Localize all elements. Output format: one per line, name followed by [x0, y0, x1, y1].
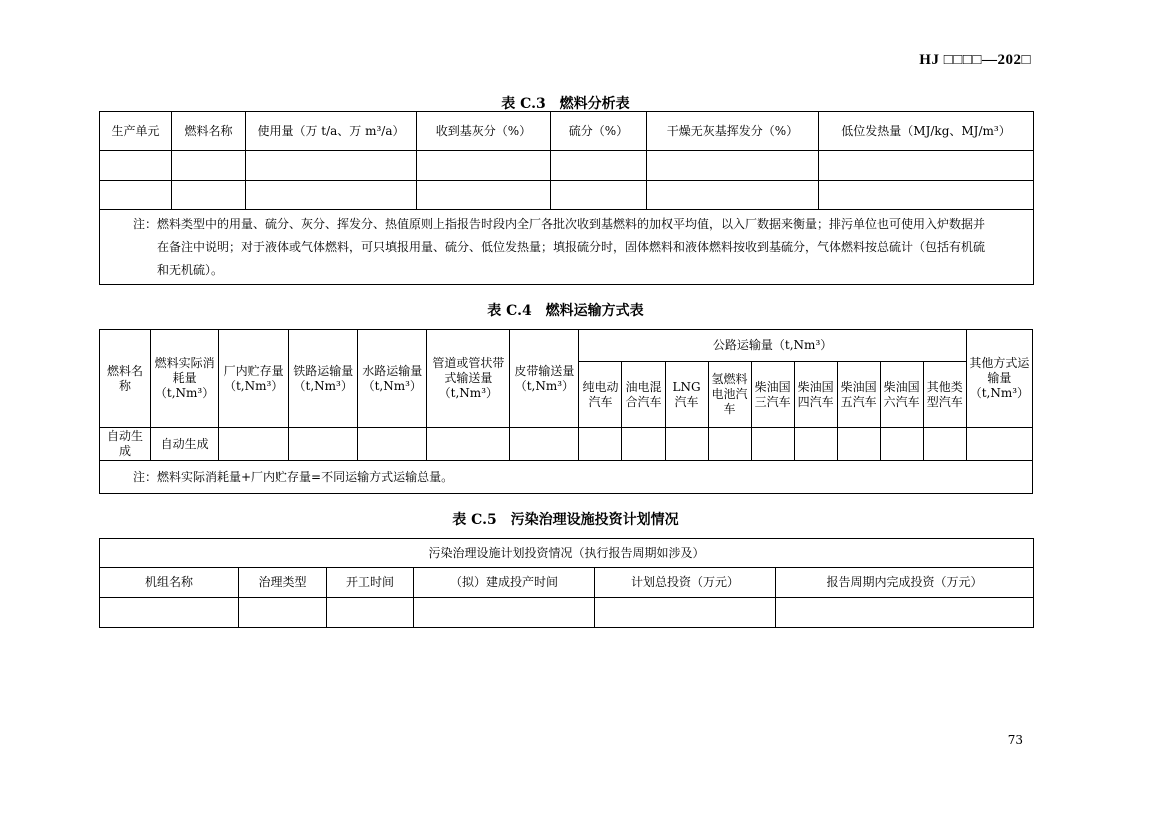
c3-header-sulfur: 硫分（%） — [551, 112, 647, 151]
c5-group-header: 污染治理设施计划投资情况（执行报告周期如涉及） — [100, 539, 1034, 568]
c4-unit-label: （t,Nm³） — [969, 386, 1030, 400]
c4-cell[interactable] — [510, 428, 579, 461]
c4-road-lng: LNG汽车 — [665, 362, 708, 428]
page-number: 73 — [1007, 733, 1023, 747]
c3-cell[interactable] — [819, 181, 1034, 210]
c5-cell[interactable] — [776, 598, 1034, 628]
c4-row-actual: 自动生成 — [151, 428, 219, 461]
c4-unit-label: （t,Nm³） — [438, 386, 498, 400]
c3-cell[interactable] — [172, 151, 246, 181]
c3-cell[interactable] — [819, 151, 1034, 181]
c4-unit-label: （t,Nm³） — [362, 378, 422, 393]
table-c4 — [99, 329, 1033, 494]
c4-pipe-label: 管道或管状带式输送量 — [432, 356, 505, 385]
table-c5-caption: 表 C.5 污染治理设施投资计划情况 — [452, 512, 679, 528]
c4-header-fuel-name: 燃料名称 — [100, 330, 151, 428]
c4-cell[interactable] — [289, 428, 358, 461]
c4-road-hybrid: 油电混合汽车 — [622, 362, 665, 428]
c4-note: 注：燃料实际消耗量+厂内贮存量=不同运输方式运输总量。 — [100, 461, 1033, 494]
c4-header-other — [966, 330, 1032, 428]
c4-header-pipe — [427, 330, 510, 428]
c5-cell[interactable] — [239, 598, 327, 628]
table-row — [100, 151, 1034, 181]
c4-cell[interactable] — [427, 428, 510, 461]
table-c3 — [99, 111, 1034, 285]
c4-belt-label: 皮带输送量 — [514, 363, 575, 378]
c4-storage-label: 厂内贮存量 — [223, 363, 284, 378]
c4-other-label: 其他方式运输量 — [969, 356, 1030, 385]
c3-note-line3: 和无机硫）。 — [157, 263, 224, 277]
c3-cell[interactable] — [647, 151, 819, 181]
c4-actual-label: 燃料实际消耗量 — [154, 356, 215, 385]
c4-road-electric: 纯电动汽车 — [579, 362, 622, 428]
c5-cell[interactable] — [327, 598, 414, 628]
c4-water-label: 水路运输量 — [362, 363, 423, 378]
c4-cell[interactable] — [751, 428, 794, 461]
c4-unit-label: （t,Nm³） — [514, 378, 575, 393]
c4-cell[interactable] — [837, 428, 880, 461]
c4-cell[interactable] — [358, 428, 427, 461]
c4-header-storage — [219, 330, 289, 428]
c5-cell[interactable] — [595, 598, 776, 628]
c3-header-unit: 生产单元 — [100, 112, 172, 151]
c4-road-diesel5: 柴油国五汽车 — [837, 362, 880, 428]
c3-cell[interactable] — [551, 151, 647, 181]
c4-cell[interactable] — [923, 428, 966, 461]
c5-cell[interactable] — [414, 598, 595, 628]
c4-road-other: 其他类型汽车 — [923, 362, 966, 428]
c3-cell[interactable] — [100, 151, 172, 181]
c4-road-diesel3: 柴油国三汽车 — [751, 362, 794, 428]
c3-note-line1: 注：燃料类型中的用量、硫分、灰分、挥发分、热值原则上指报告时段内全厂各批次收到基燃料的加权平均值，以入厂数据来衡量；排污单位也可使用入炉数据并 — [133, 217, 986, 231]
c4-road-hydrogen: 氢燃料电池汽车 — [708, 362, 751, 428]
c3-note — [100, 210, 1034, 285]
c4-header-water — [358, 330, 427, 428]
c3-cell[interactable] — [551, 181, 647, 210]
c4-header-actual-consumption — [151, 330, 219, 428]
c3-cell[interactable] — [647, 181, 819, 210]
c5-header-planned-investment: 计划总投资（万元） — [595, 568, 776, 598]
c5-header-completed-investment: 报告周期内完成投资（万元） — [776, 568, 1034, 598]
c3-cell[interactable] — [246, 181, 417, 210]
c3-header-volatile: 干燥无灰基挥发分（%） — [647, 112, 819, 151]
table-c3-caption: 表 C.3 燃料分析表 — [501, 96, 630, 112]
c5-header-unit-name: 机组名称 — [100, 568, 239, 598]
c3-cell[interactable] — [100, 181, 172, 210]
c4-unit-label: （t,Nm³） — [293, 378, 353, 393]
c4-unit-label: （t,Nm³） — [154, 386, 215, 400]
table-c5 — [99, 538, 1034, 628]
c4-rail-label: 铁路运输量 — [293, 363, 354, 378]
c3-header-usage: 使用量（万 t/a、万 m³/a） — [246, 112, 417, 151]
c4-row-fuel-name: 自动生成 — [100, 428, 151, 461]
c3-cell[interactable] — [417, 151, 551, 181]
c4-road-diesel6: 柴油国六汽车 — [880, 362, 923, 428]
c4-header-rail — [289, 330, 358, 428]
c3-note-line2: 在备注中说明；对于液体或气体燃料，可只填报用量、硫分、低位发热量；填报硫分时，固体燃料和液体燃料按收到基硫分，气体燃料按总硫计（包括有机硫 — [157, 240, 986, 254]
c4-cell[interactable] — [665, 428, 708, 461]
c4-cell[interactable] — [708, 428, 751, 461]
c4-unit-label: （t,Nm³） — [223, 378, 284, 393]
c4-road-diesel4: 柴油国四汽车 — [794, 362, 837, 428]
c4-header-road-group: 公路运输量（t,Nm³） — [579, 330, 966, 362]
c5-header-type: 治理类型 — [239, 568, 327, 598]
c4-cell[interactable] — [219, 428, 289, 461]
table-row — [100, 428, 1033, 461]
document-code: HJ □□□□—202□ — [919, 52, 1031, 68]
table-c4-caption: 表 C.4 燃料运输方式表 — [487, 303, 644, 319]
c3-cell[interactable] — [417, 181, 551, 210]
c4-cell[interactable] — [966, 428, 1032, 461]
c3-header-ash: 收到基灰分（%） — [417, 112, 551, 151]
c4-cell[interactable] — [794, 428, 837, 461]
c4-header-belt — [510, 330, 579, 428]
c5-cell[interactable] — [100, 598, 239, 628]
table-row — [100, 181, 1034, 210]
table-row — [100, 598, 1034, 628]
c3-cell[interactable] — [246, 151, 417, 181]
c3-header-fuel-name: 燃料名称 — [172, 112, 246, 151]
c3-header-heating-value: 低位发热量（MJ/kg、MJ/m³） — [819, 112, 1034, 151]
c4-cell[interactable] — [579, 428, 622, 461]
c3-cell[interactable] — [172, 181, 246, 210]
c4-cell[interactable] — [622, 428, 665, 461]
c5-header-completion: （拟）建成投产时间 — [414, 568, 595, 598]
c5-header-start: 开工时间 — [327, 568, 414, 598]
c4-cell[interactable] — [880, 428, 923, 461]
